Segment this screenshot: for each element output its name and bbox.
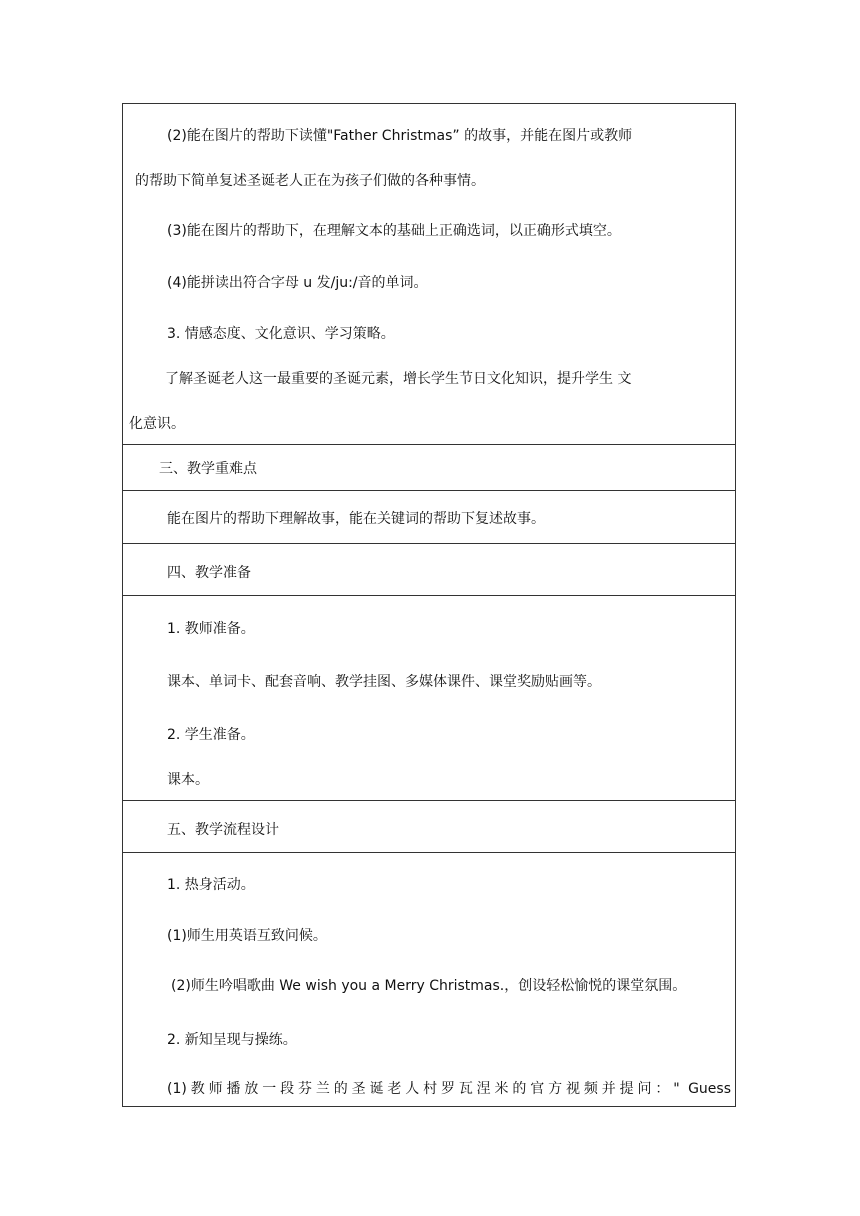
goal-item-3-line-1: 了解圣诞老人这一最重要的圣诞元素，增长学生节日文化知识，提升学生 文 bbox=[165, 371, 632, 387]
goal-item-3-line-2: 化意识。 bbox=[129, 416, 185, 432]
key-points-heading-cell bbox=[123, 444, 735, 491]
goal-2-line-1: (2)能在图片的帮助下读懂"Father Christmas” 的故事，并能在图片或教师 bbox=[167, 128, 633, 144]
student-prep-content: 课本。 bbox=[167, 772, 209, 788]
key-points-content: 能在图片的帮助下理解故事，能在关键词的帮助下复述故事。 bbox=[167, 511, 545, 527]
key-points-content-cell bbox=[123, 490, 735, 544]
presentation-heading: 2. 新知呈现与操练。 bbox=[167, 1032, 297, 1048]
student-prep-heading: 2. 学生准备。 bbox=[167, 727, 255, 743]
goal-3: (3)能在图片的帮助下，在理解文本的基础上正确选词，以正确形式填空。 bbox=[167, 223, 621, 239]
goal-2-line-2: 的帮助下简单复述圣诞老人正在为孩子们做的各种事情。 bbox=[135, 173, 485, 189]
process-content-cell bbox=[123, 852, 735, 1109]
teacher-prep-content: 课本、单词卡、配套音响、教学挂图、多媒体课件、课堂奖励贴画等。 bbox=[167, 674, 601, 690]
preparation-content-cell bbox=[123, 595, 735, 801]
presentation-step-1: (1)教师播放一段芬兰的圣诞老人村罗瓦涅米的官方视频并提问：" Guess bbox=[167, 1081, 731, 1097]
goal-item-3-heading: 3. 情感态度、文化意识、学习策略。 bbox=[167, 326, 395, 342]
warmup-step-2: (2)师生吟唱歌曲 We wish you a Merry Christmas.，创设轻松愉悦的课堂氛围。 bbox=[171, 978, 687, 994]
warmup-heading: 1. 热身活动。 bbox=[167, 877, 255, 893]
warmup-step-1: (1)师生用英语互致问候。 bbox=[167, 928, 327, 944]
lesson-plan-table bbox=[122, 103, 736, 1107]
goals-cell bbox=[123, 104, 735, 444]
teacher-prep-heading: 1. 教师准备。 bbox=[167, 621, 255, 637]
preparation-heading: 四、教学准备 bbox=[167, 565, 251, 581]
process-heading-cell bbox=[123, 800, 735, 853]
preparation-heading-cell bbox=[123, 543, 735, 596]
key-points-heading: 三、教学重难点 bbox=[159, 461, 257, 477]
goal-4: (4)能拼读出符合字母 u 发/ju:/音的单词。 bbox=[167, 275, 428, 291]
process-heading: 五、教学流程设计 bbox=[167, 822, 279, 838]
